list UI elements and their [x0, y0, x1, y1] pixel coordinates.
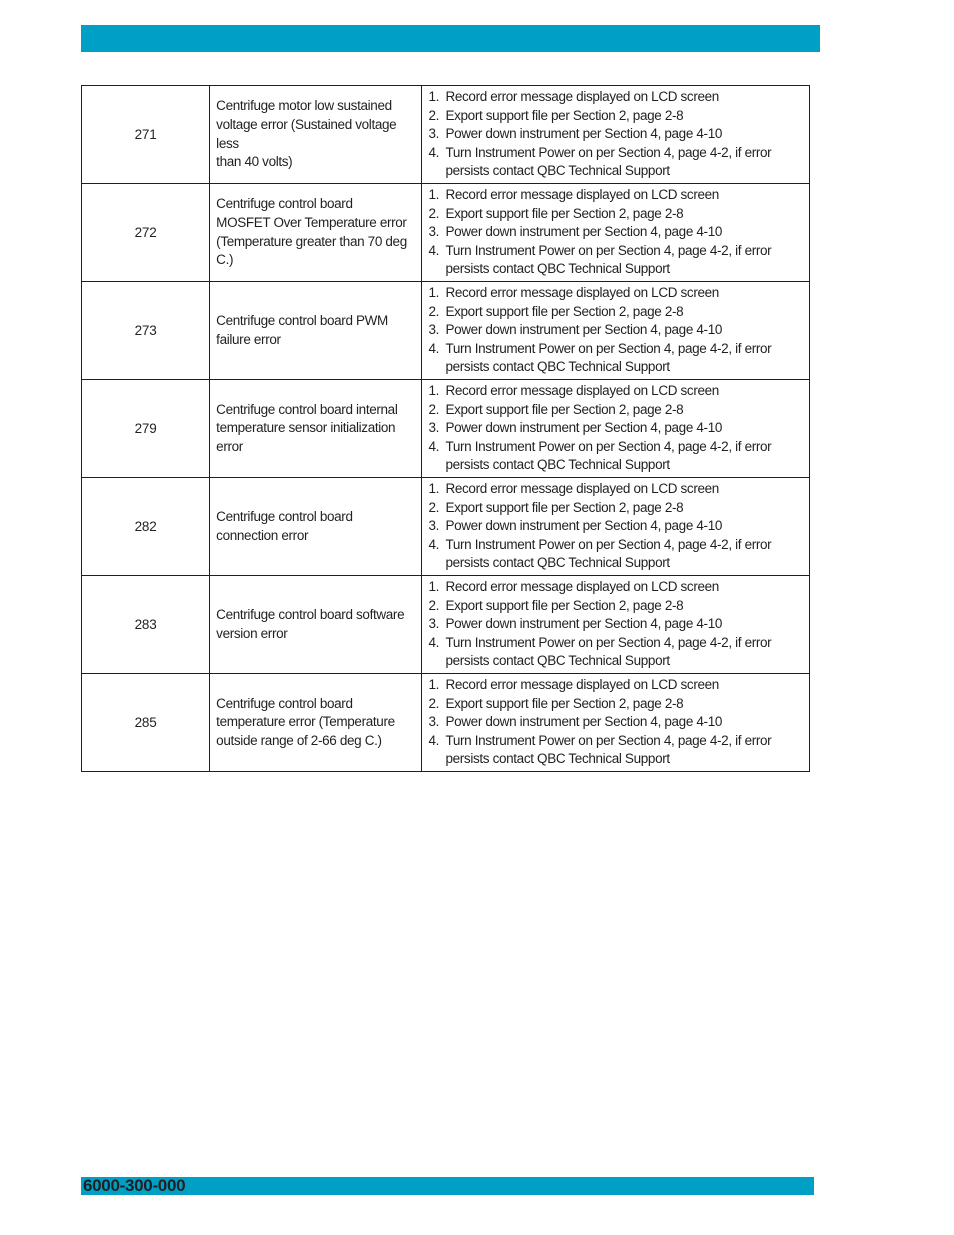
step-text: Turn Instrument Power on per Section 4, page 4-2, if error persists contact QBC Technical Support [445, 242, 772, 277]
corrective-action-cell [422, 184, 810, 282]
action-step [428, 242, 805, 279]
corrective-action-cell [422, 380, 810, 478]
step-number: 4. [428, 242, 440, 258]
step-text: Record error message displayed on LCD screen [445, 579, 719, 595]
step-number: 1. [428, 383, 440, 399]
error-code-cell: 279 [82, 380, 210, 478]
description-line: temperature error (Temperature [216, 714, 395, 730]
corrective-action-cell [422, 576, 810, 674]
step-text: Turn Instrument Power on per Section 4, page 4-2, if error persists contact QBC Technical Support [445, 340, 772, 375]
error-description-cell [210, 86, 422, 184]
action-step [428, 205, 805, 224]
step-text: Export support file per Section 2, page 2-8 [445, 205, 684, 221]
description-line: Centrifuge control board internal [216, 401, 398, 417]
step-text: Turn Instrument Power on per Section 4, page 4-2, if error persists contact QBC Technical Support [445, 144, 772, 179]
footer-bar [81, 1177, 814, 1195]
description-line: Centrifuge control board PWM [216, 312, 388, 328]
step-number: 4. [428, 340, 440, 356]
step-text: Record error message displayed on LCD screen [445, 383, 719, 399]
description-line: Centrifuge control board [216, 196, 353, 212]
step-number: 3. [428, 126, 440, 142]
table-row [82, 478, 810, 576]
action-step [428, 536, 805, 573]
action-steps-list [428, 284, 805, 377]
action-step [428, 321, 805, 340]
error-description-cell [210, 478, 422, 576]
error-description-cell [210, 282, 422, 380]
step-text: Export support file per Section 2, page 2-8 [445, 695, 684, 711]
action-step [428, 615, 805, 634]
step-number: 2. [428, 695, 440, 711]
description-line: (Temperature greater than 70 deg [216, 233, 407, 249]
step-number: 1. [428, 89, 440, 105]
step-text: Export support file per Section 2, page 2-8 [445, 107, 684, 123]
step-number: 2. [428, 597, 440, 613]
step-text: Export support file per Section 2, page 2-8 [445, 597, 684, 613]
description-line: connection error [216, 527, 309, 543]
action-step [428, 382, 805, 401]
action-step [428, 186, 805, 205]
step-text: Power down instrument per Section 4, page 4-10 [445, 322, 723, 338]
step-number: 4. [428, 438, 440, 454]
action-steps-list [428, 88, 805, 181]
step-number: 2. [428, 499, 440, 515]
step-number: 2. [428, 107, 440, 123]
error-code-cell: 273 [82, 282, 210, 380]
action-step [428, 676, 805, 695]
step-text: Record error message displayed on LCD screen [445, 677, 719, 693]
step-number: 4. [428, 536, 440, 552]
action-step [428, 480, 805, 499]
step-number: 3. [428, 714, 440, 730]
step-number: 1. [428, 285, 440, 301]
description-line: than 40 volts) [216, 154, 293, 170]
corrective-action-cell [422, 86, 810, 184]
step-number: 4. [428, 634, 440, 650]
step-number: 3. [428, 420, 440, 436]
table-row [82, 576, 810, 674]
step-number: 1. [428, 677, 440, 693]
step-number: 4. [428, 144, 440, 160]
header-bar [81, 25, 820, 52]
step-text: Record error message displayed on LCD screen [445, 89, 719, 105]
action-step [428, 499, 805, 518]
action-step [428, 597, 805, 616]
step-text: Power down instrument per Section 4, page 4-10 [445, 518, 723, 534]
table-row [82, 282, 810, 380]
table-row [82, 184, 810, 282]
step-number: 2. [428, 401, 440, 417]
action-steps-list [428, 578, 805, 671]
step-text: Turn Instrument Power on per Section 4, page 4-2, if error persists contact QBC Technical Support [445, 732, 772, 767]
action-step [428, 578, 805, 597]
action-step [428, 144, 805, 181]
step-text: Export support file per Section 2, page 2-8 [445, 499, 684, 515]
error-code-cell: 282 [82, 478, 210, 576]
action-step [428, 695, 805, 714]
step-text: Turn Instrument Power on per Section 4, page 4-2, if error persists contact QBC Technical Support [445, 438, 772, 473]
action-step [428, 634, 805, 671]
step-text: Record error message displayed on LCD screen [445, 481, 719, 497]
description-line: Centrifuge control board software [216, 606, 405, 622]
table-row [82, 674, 810, 772]
step-text: Turn Instrument Power on per Section 4, page 4-2, if error persists contact QBC Technical Support [445, 634, 772, 669]
step-text: Power down instrument per Section 4, page 4-10 [445, 420, 723, 436]
step-number: 3. [428, 518, 440, 534]
step-text: Power down instrument per Section 4, page 4-10 [445, 616, 723, 632]
step-text: Export support file per Section 2, page 2-8 [445, 401, 684, 417]
action-steps-list [428, 186, 805, 279]
description-line: Centrifuge control board [216, 695, 353, 711]
error-code-cell: 272 [82, 184, 210, 282]
action-step [428, 419, 805, 438]
action-step [428, 284, 805, 303]
action-step [428, 438, 805, 475]
step-number: 1. [428, 187, 440, 203]
step-number: 1. [428, 579, 440, 595]
step-text: Power down instrument per Section 4, page 4-10 [445, 126, 723, 142]
step-text: Power down instrument per Section 4, page 4-10 [445, 714, 723, 730]
action-steps-list [428, 382, 805, 475]
step-text: Record error message displayed on LCD screen [445, 187, 719, 203]
error-code-cell: 283 [82, 576, 210, 674]
step-number: 3. [428, 616, 440, 632]
step-number: 3. [428, 322, 440, 338]
step-number: 1. [428, 481, 440, 497]
action-step [428, 713, 805, 732]
action-step [428, 340, 805, 377]
description-line: failure error [216, 331, 281, 347]
error-table-body [82, 86, 810, 772]
step-number: 2. [428, 205, 440, 221]
step-text: Record error message displayed on LCD screen [445, 285, 719, 301]
description-line: voltage error (Sustained voltage less [216, 116, 397, 151]
description-line: C.) [216, 252, 234, 268]
error-code-table [81, 85, 810, 772]
error-description-cell [210, 184, 422, 282]
step-text: Export support file per Section 2, page 2-8 [445, 303, 684, 319]
table-row [82, 86, 810, 184]
error-description-cell [210, 380, 422, 478]
action-step [428, 732, 805, 769]
corrective-action-cell [422, 478, 810, 576]
description-line: Centrifuge motor low sustained [216, 98, 392, 114]
description-line: outside range of 2-66 deg C.) [216, 732, 382, 748]
description-line: MOSFET Over Temperature error [216, 214, 407, 230]
description-line: error [216, 438, 243, 454]
document-number: 6000-300-000 [83, 1176, 186, 1195]
action-step [428, 88, 805, 107]
corrective-action-cell [422, 282, 810, 380]
action-step [428, 517, 805, 536]
table-row [82, 380, 810, 478]
action-step [428, 107, 805, 126]
corrective-action-cell [422, 674, 810, 772]
action-step [428, 125, 805, 144]
action-step [428, 303, 805, 322]
step-text: Turn Instrument Power on per Section 4, page 4-2, if error persists contact QBC Technical Support [445, 536, 772, 571]
error-description-cell [210, 674, 422, 772]
description-line: temperature sensor initialization [216, 420, 396, 436]
description-line: Centrifuge control board [216, 508, 353, 524]
step-text: Power down instrument per Section 4, page 4-10 [445, 224, 723, 240]
step-number: 4. [428, 732, 440, 748]
action-steps-list [428, 676, 805, 769]
action-steps-list [428, 480, 805, 573]
description-line: version error [216, 625, 288, 641]
error-code-cell: 271 [82, 86, 210, 184]
action-step [428, 401, 805, 420]
error-description-cell [210, 576, 422, 674]
step-number: 2. [428, 303, 440, 319]
action-step [428, 223, 805, 242]
error-code-cell: 285 [82, 674, 210, 772]
step-number: 3. [428, 224, 440, 240]
